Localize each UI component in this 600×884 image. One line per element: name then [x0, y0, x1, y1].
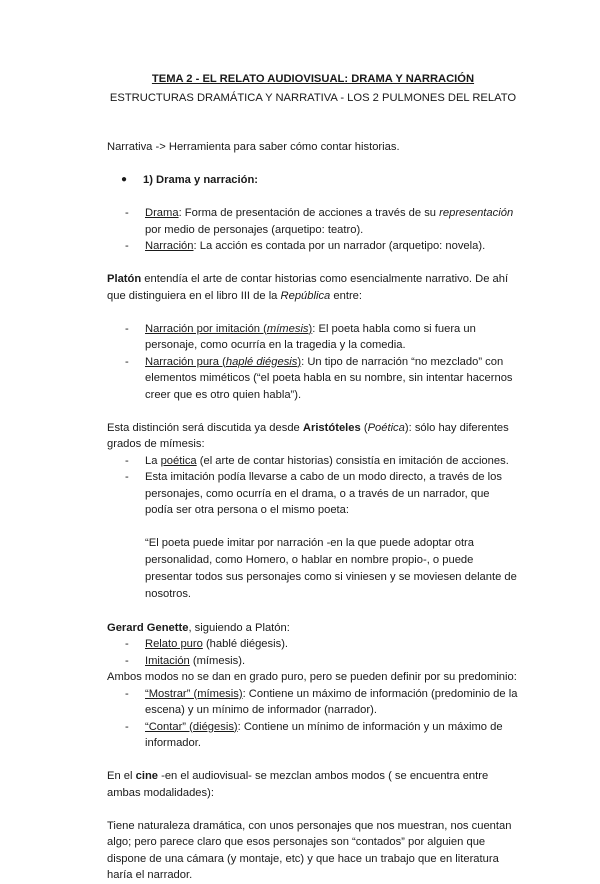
- dash-marker: -: [125, 471, 129, 483]
- list-item: [107, 354, 519, 404]
- paragraph-text: Esta distinción será discutida ya desde: [107, 421, 303, 434]
- modes-paragraph: Ambos modos no se dan en grado puro, pero se pueden definir por su predominio:: [107, 671, 517, 683]
- author-name: Platón: [107, 273, 142, 285]
- dash-marker: -: [125, 240, 129, 252]
- cine-paragraph: En el cine -en el audiovisual- se mezclan ambos modos ( se encuentra entre ambas modalidades):: [107, 770, 489, 799]
- definition-text: : La acción es contada por un narrador (arquetipo: novela).: [193, 240, 486, 252]
- document-subtitle: ESTRUCTURAS DRAMÁTICA Y NARRATIVA - LOS 2 PULMONES DEL RELATO: [109, 91, 517, 104]
- term-mimesis: Narración por imitación (mímesis): [145, 322, 313, 335]
- intro-paragraph: Narrativa -> Herramienta para saber cómo contar historias.: [107, 141, 400, 153]
- definition-text: : El poeta habla como si fuera un personaje, como ocurría en la tragedia y la comedia.: [145, 322, 476, 351]
- author-name: Aristóteles: [302, 421, 361, 434]
- section-heading: [107, 172, 519, 189]
- aristoteles-paragraph: Esta distinción será discutida ya desde Aristóteles (Poética): sólo hay diferentes grados de mímesis:: [107, 421, 509, 450]
- dash-marker: -: [125, 720, 129, 733]
- dash-marker: -: [125, 638, 129, 650]
- quote-block: “El poeta puede imitar por narración -en la que puede adoptar otra personalidad, como Homero, o hablar en nombre propio-, o puede presentar todos sus personajes como si viniesen y se moviesen delante de nosotros.: [145, 537, 517, 600]
- keyword-cine: cine: [135, 770, 158, 782]
- section-heading-text: 1) Drama y narración:: [143, 174, 259, 186]
- genette-list: [107, 636, 519, 669]
- list-item: [107, 205, 519, 238]
- definition-text: (el arte de contar historias) consistía en imitación de acciones.: [196, 454, 509, 467]
- author-name: Gerard Genette: [107, 621, 189, 634]
- definition-text: : Contiene un máximo de información (predominio de la escena) y un mínimo de informador (narrador).: [145, 687, 518, 716]
- list-item: - La poética (el arte de contar historias) consistía en imitación de acciones.: [107, 453, 519, 470]
- closing-paragraph: Tiene naturaleza dramática, con unos personajes que nos muestran, nos cuentan algo; pero parece claro que esos personajes son “contados” por alguien que dispone de una cámara (y montaje, etc) y que hace un trabajo que en literatura haría el narrador.: [107, 819, 512, 881]
- term-contar: “Contar” (diégesis): [145, 720, 238, 733]
- book-title: Poética: [367, 421, 405, 434]
- list-item: - Relato puro (hablé diégesis).: [107, 636, 519, 653]
- document-page: [107, 71, 519, 884]
- genette-paragraph: [107, 620, 519, 637]
- term-narracion: Narración: [145, 240, 194, 252]
- definition-text: por medio de personajes (arquetipo: teatro).: [145, 223, 364, 236]
- definitions-list: [107, 205, 519, 255]
- platon-list: [107, 321, 519, 404]
- paragraph-text: entre:: [330, 289, 362, 302]
- term-poetica: poética: [160, 454, 197, 467]
- aristoteles-list: [107, 453, 519, 519]
- definition-emphasis: representación: [439, 207, 514, 219]
- term-diegesis: Narración pura (haplé diégesis): [145, 355, 302, 368]
- document-title: TEMA 2 - EL RELATO AUDIOVISUAL: DRAMA Y NARRACIÓN: [151, 73, 475, 85]
- term-relato-puro: Relato puro: [145, 638, 203, 650]
- paragraph-text: -en el audiovisual- se mezclan ambos modos ( se encuentra entre ambas modalidades):: [107, 770, 489, 799]
- term-drama: Drama: [145, 207, 179, 219]
- list-item: [107, 469, 519, 519]
- list-item: [107, 686, 519, 719]
- platon-paragraph: [107, 271, 519, 304]
- paragraph-text: ): sólo hay diferentes grados de mímesis:: [107, 421, 509, 450]
- dash-marker: -: [125, 207, 129, 219]
- dash-marker: -: [125, 654, 129, 667]
- dash-marker: -: [125, 687, 129, 700]
- paragraph-text: , siguiendo a Platón:: [188, 621, 290, 634]
- paragraph-text: entendía el arte de contar historias como esencialmente narrativo. De ahí que distinguiera en el libro III de la: [107, 273, 509, 302]
- definition-text: Esta imitación podía llevarse a cabo de un modo directo, a través de los personajes, como ocurría en el drama, o a través de un narrador, que podía ser otra persona o el mismo poeta:: [145, 471, 502, 516]
- list-item: [107, 238, 519, 255]
- list-item: [107, 321, 519, 354]
- dash-marker: -: [125, 454, 129, 467]
- term-imitacion: Imitación: [145, 654, 190, 667]
- dash-marker: -: [125, 355, 129, 368]
- definition-text: : Forma de presentación de acciones a través de su: [178, 207, 440, 219]
- bullet-icon: ●: [121, 174, 128, 185]
- definition-text: : Contiene un mínimo de información y un máximo de informador.: [145, 720, 503, 749]
- term-mostrar: “Mostrar” (mímesis): [145, 687, 243, 700]
- definition-text: : Un tipo de narración “no mezclado” con elementos miméticos (“el poeta habla en su nombre, sin intentar hacernos creer que es otro quien habla”).: [145, 355, 513, 401]
- book-title: República: [280, 289, 331, 302]
- dash-marker: -: [125, 322, 129, 335]
- list-item: - Imitación (mímesis).: [107, 653, 519, 670]
- list-item: [107, 719, 519, 752]
- modes-list: [107, 686, 519, 752]
